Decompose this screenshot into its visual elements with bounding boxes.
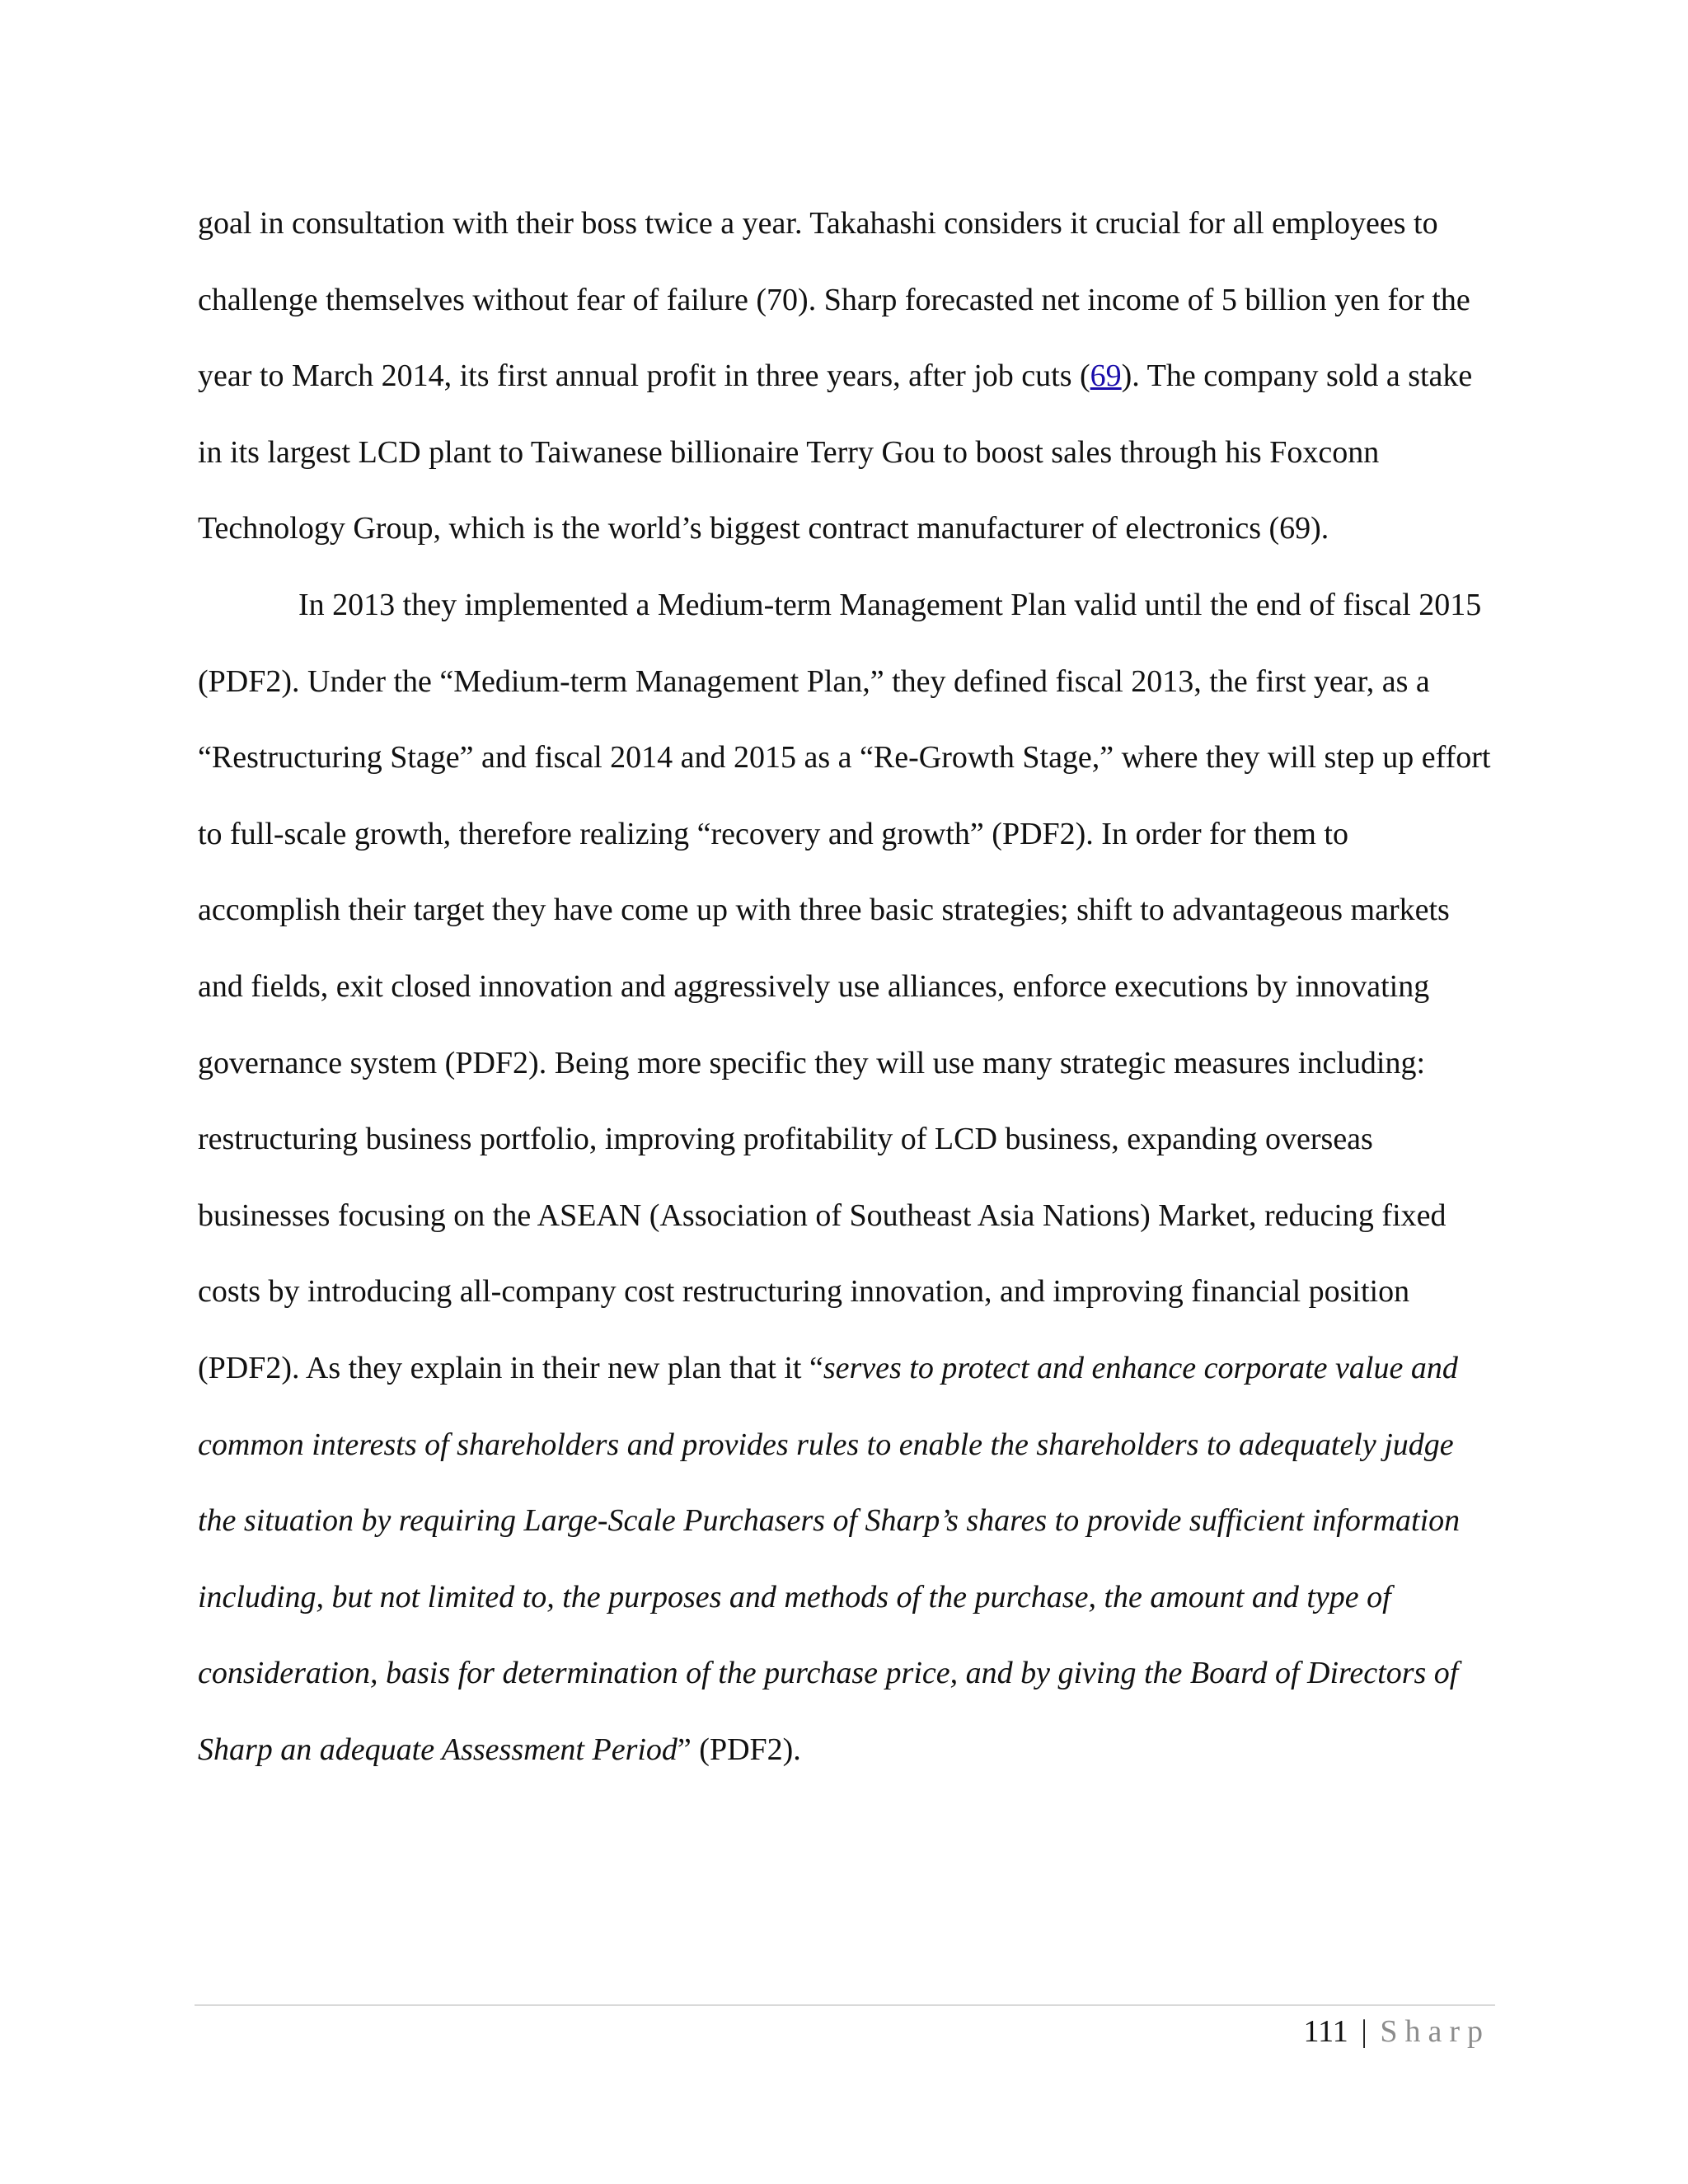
paragraph-1	[198, 185, 1492, 567]
footer-separator: |	[1361, 2014, 1367, 2049]
footer-divider	[195, 2004, 1495, 2006]
running-head: Sharp	[1380, 2014, 1490, 2049]
citation-link-69[interactable]: 69	[1090, 359, 1122, 394]
paragraph-1-text-b: ). The company sold a stake in its largest LCD plant to Taiwanese billionaire Terry Gou to boost sales through his Foxconn Technology Group, which is the world’s biggest contract manufacturer of electronics (69).	[198, 359, 1473, 546]
plan-quote: serves to protect and enhance corporate value and common interests of shareholders and provides rules to enable the shareholders to adequately judge the situation by requiring Large-Scale Purchasers of Sharp’s shares to provide sufficient information including, but not limited to, the purposes and methods of the purchase, the amount and type of consideration, basis for determination of the purchase price, and by giving the Board of Directors of Sharp an adequate Assessment Period	[198, 1350, 1461, 1767]
page-number: 111	[1303, 2014, 1348, 2049]
paragraph-2-text-a: In 2013 they implemented a Medium-term Management Plan valid until the end of fiscal 2015 (PDF2). Under the “Medium-term Management Plan,” they defined fiscal 2013, the first year, as a “Restructuring Stage” and fiscal 2014 and 2015 as a “Re-Growth Stage,” where they will step up effort to full-scale growth, therefore realizing “recovery and growth” (PDF2). In order for them to accomplish their target they have come up with three basic strategies; shift to advantageous markets and fields, exit closed innovation and aggressively use alliances, enforce executions by innovating governance system (PDF2). Being more specific they will use many strategic measures including: restructuring business portfolio, improving profitability of LCD business, expanding overseas businesses focusing on the ASEAN (Association of Southeast Asia Nations) Market, reducing fixed costs by introducing all-company cost restructuring innovation, and improving financial position (PDF2). As they explain in their new plan that it “	[198, 587, 1491, 1385]
page-footer	[1304, 2011, 1490, 2052]
paragraph-1-text-a: goal in consultation with their boss twice a year. Takahashi considers it crucial for all employees to challenge themselves without fear of failure (70). Sharp forecasted net income of 5 billion yen for the year to March 2014, its first annual profit in three years, after job cuts (	[198, 206, 1470, 394]
body-text	[198, 185, 1492, 1788]
paragraph-2-text-b: ” (PDF2).	[677, 1732, 801, 1767]
paragraph-2	[198, 567, 1492, 1788]
